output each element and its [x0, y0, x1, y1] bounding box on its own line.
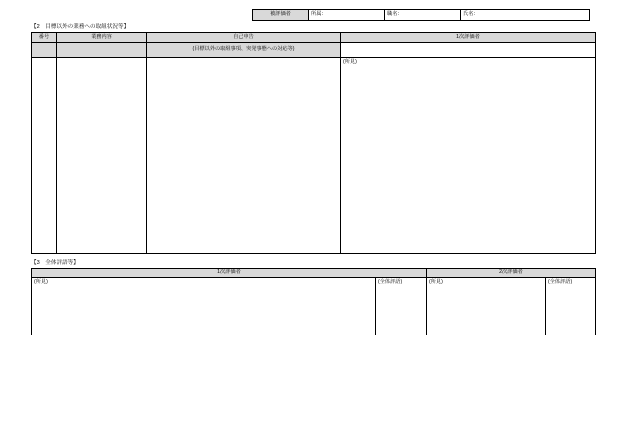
subheader-number-spacer [32, 43, 57, 57]
evaluatee-label: 被評価者 [253, 10, 309, 20]
section-3-title: 【3 全体評語等】 [31, 260, 79, 266]
first-opinion-label: (所見) [34, 279, 48, 285]
cell-self-report[interactable] [147, 58, 341, 253]
cell-first-evaluator-opinion[interactable] [32, 278, 376, 335]
cell-task-content[interactable] [57, 58, 147, 253]
section-3-table [31, 268, 596, 335]
second-opinion-label: (所見) [429, 279, 443, 285]
section-2-header-row [32, 33, 595, 43]
section-2-title: 【2 目標以外の業務への取組状況等】 [31, 24, 130, 30]
cell-second-evaluator-overall-rating[interactable] [546, 278, 595, 335]
section-3-header-row [32, 269, 595, 278]
column-header-number: 番号 [32, 33, 57, 42]
cell-first-evaluator-overall-rating[interactable] [376, 278, 427, 335]
affiliation-field[interactable]: 所属： [309, 10, 385, 20]
cell-second-evaluator-opinion[interactable] [427, 278, 546, 335]
column-header-task: 業務内容 [57, 33, 147, 42]
section-3-body-row [32, 278, 595, 335]
evaluatee-header-row [252, 9, 590, 21]
first-evaluator-opinion-label: (所見) [343, 59, 357, 65]
second-overall-rating-label: (全体評語) [548, 279, 573, 285]
name-field[interactable]: 氏名： [463, 11, 479, 18]
subheader-self-report-note: (目標以外の取組事項、突発事態への対応等) [147, 43, 341, 57]
cell-number[interactable] [32, 58, 57, 253]
section-2-body-row [32, 58, 595, 253]
column-header-self-report: 自己申告 [147, 33, 341, 42]
subheader-task-spacer [57, 43, 147, 57]
column-header-first-evaluator: 1次評価者 [456, 33, 480, 40]
column-header-first-evaluator-overall: 1次評価者 [32, 269, 427, 277]
section-2-table [31, 32, 596, 254]
cell-first-evaluator-comment[interactable] [341, 58, 595, 253]
subheader-evaluator-spacer [341, 43, 595, 57]
first-overall-rating-label: (全体評語) [378, 279, 403, 285]
section-2-subheader-row [32, 43, 595, 58]
job-title-field[interactable]: 職名： [385, 10, 461, 20]
column-header-second-evaluator-overall: 2次評価者 [499, 269, 523, 276]
